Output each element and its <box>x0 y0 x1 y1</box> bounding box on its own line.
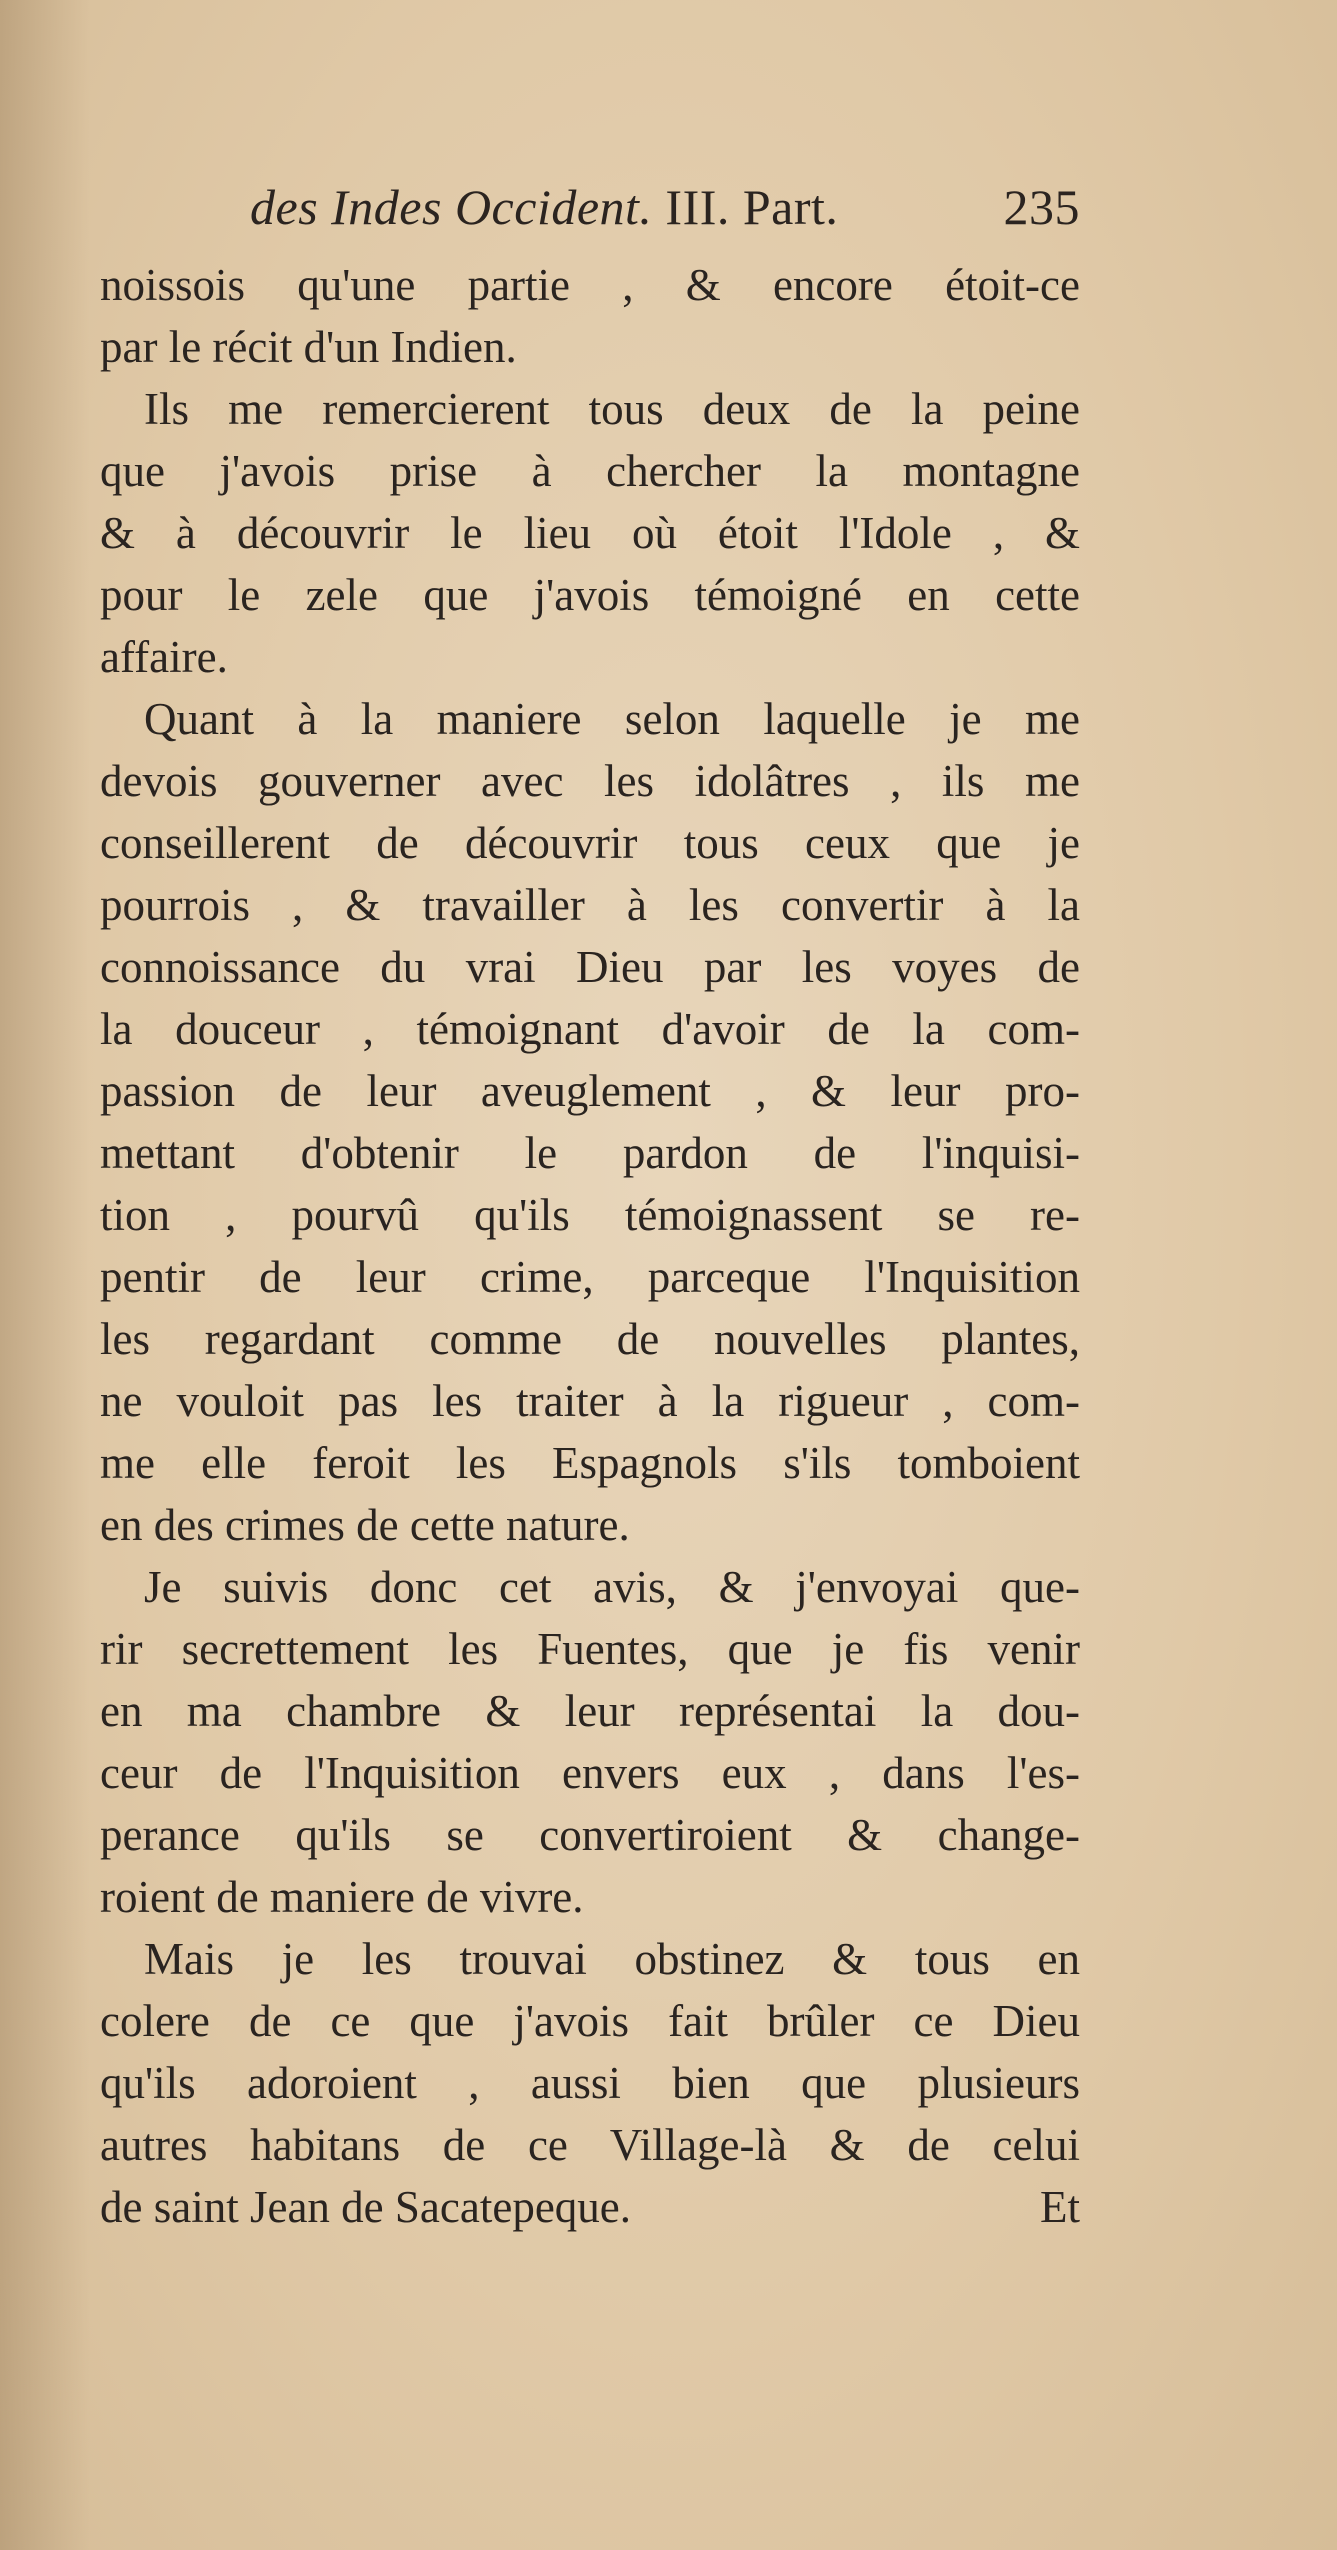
text-line-content: rir secrettement les Fuentes, que je fis venir <box>100 1624 1080 1674</box>
body-text <box>100 254 1080 2238</box>
catchword: Et <box>1040 2182 1080 2232</box>
text-line-content: me elle feroit les Espagnols s'ils tomboient <box>100 1438 1080 1488</box>
text-line-content: pourrois , & travailler à les convertir à la <box>100 880 1080 930</box>
text-line-content: noissois qu'une partie , & encore étoit-ce <box>100 260 1080 310</box>
text-line <box>100 440 1080 502</box>
text-line-content: Je suivis donc cet avis, & j'envoyai que- <box>144 1562 1080 1612</box>
text-line-content: les regardant comme de nouvelles plantes, <box>100 1314 1080 1364</box>
text-line-content: connoissance du vrai Dieu par les voyes de <box>100 942 1080 992</box>
text-line <box>100 2114 1080 2176</box>
text-line <box>100 1618 1080 1680</box>
text-line-content: conseillerent de découvrir tous ceux que je <box>100 818 1080 868</box>
text-line-content: de saint Jean de Sacatepeque. <box>100 2182 632 2232</box>
text-line <box>100 998 1080 1060</box>
gutter-shadow <box>0 0 90 2550</box>
text-line <box>100 254 1080 316</box>
text-line-content: pentir de leur crime, parceque l'Inquisition <box>100 1252 1080 1302</box>
text-line-content: Quant à la maniere selon laquelle je me <box>144 694 1080 744</box>
text-line <box>100 1308 1080 1370</box>
text-line-content: perance qu'ils se convertiroient & change- <box>100 1810 1080 1860</box>
text-line <box>100 1122 1080 1184</box>
text-line <box>100 2052 1080 2114</box>
text-line <box>100 688 1080 750</box>
text-line <box>100 626 1080 688</box>
text-line <box>100 316 1080 378</box>
text-line-content: la douceur , témoignant d'avoir de la com- <box>100 1004 1080 1054</box>
text-line-content: qu'ils adoroient , aussi bien que plusieurs <box>100 2058 1080 2108</box>
text-line <box>100 1060 1080 1122</box>
text-line <box>100 1432 1080 1494</box>
text-line-content: par le récit d'un Indien. <box>100 322 517 372</box>
text-line-content: Ils me remercierent tous deux de la peine <box>144 384 1080 434</box>
text-line-content: & à découvrir le lieu où étoit l'Idole , & <box>100 508 1080 558</box>
text-line-content: autres habitans de ce Village-là & de celui <box>100 2120 1080 2170</box>
text-line <box>100 378 1080 440</box>
text-line-content: roient de maniere de vivre. <box>100 1872 584 1922</box>
text-line-content: en ma chambre & leur représentai la dou- <box>100 1686 1080 1736</box>
text-line <box>100 2176 1080 2238</box>
text-line <box>100 936 1080 998</box>
running-part: III. Part. <box>665 179 839 235</box>
text-line-content: tion , pourvû qu'ils témoignassent se re- <box>100 1190 1080 1240</box>
text-line-content: pour le zele que j'avois témoigné en cette <box>100 570 1080 620</box>
text-line <box>100 1556 1080 1618</box>
text-line <box>100 1866 1080 1928</box>
text-line <box>100 874 1080 936</box>
text-line <box>100 1370 1080 1432</box>
text-line-content: que j'avois prise à chercher la montagne <box>100 446 1080 496</box>
text-line-content: passion de leur aveuglement , & leur pro- <box>100 1066 1080 1116</box>
text-line-content: Mais je les trouvai obstinez & tous en <box>144 1934 1080 1984</box>
text-line-content: affaire. <box>100 632 228 682</box>
text-line-content: en des crimes de cette nature. <box>100 1500 630 1550</box>
text-line <box>100 1184 1080 1246</box>
text-line <box>100 1928 1080 1990</box>
text-line-content: mettant d'obtenir le pardon de l'inquisi- <box>100 1128 1080 1178</box>
text-line <box>100 1804 1080 1866</box>
text-line <box>100 502 1080 564</box>
text-line-content: devois gouverner avec les idolâtres , ils me <box>100 756 1080 806</box>
text-line <box>100 1680 1080 1742</box>
text-line <box>100 750 1080 812</box>
text-line-content: colere de ce que j'avois fait brûler ce Dieu <box>100 1996 1080 2046</box>
text-line <box>100 812 1080 874</box>
text-line <box>100 1246 1080 1308</box>
text-line-content: ceur de l'Inquisition envers eux , dans l'es- <box>100 1748 1080 1798</box>
text-line <box>100 1990 1080 2052</box>
running-head <box>250 178 1080 248</box>
text-line <box>100 1494 1080 1556</box>
text-line-content: ne vouloit pas les traiter à la rigueur , com- <box>100 1376 1080 1426</box>
text-line <box>100 1742 1080 1804</box>
page-number: 235 <box>1003 179 1080 235</box>
running-title: des Indes Occident. III. Part. <box>250 179 839 235</box>
text-line <box>100 564 1080 626</box>
